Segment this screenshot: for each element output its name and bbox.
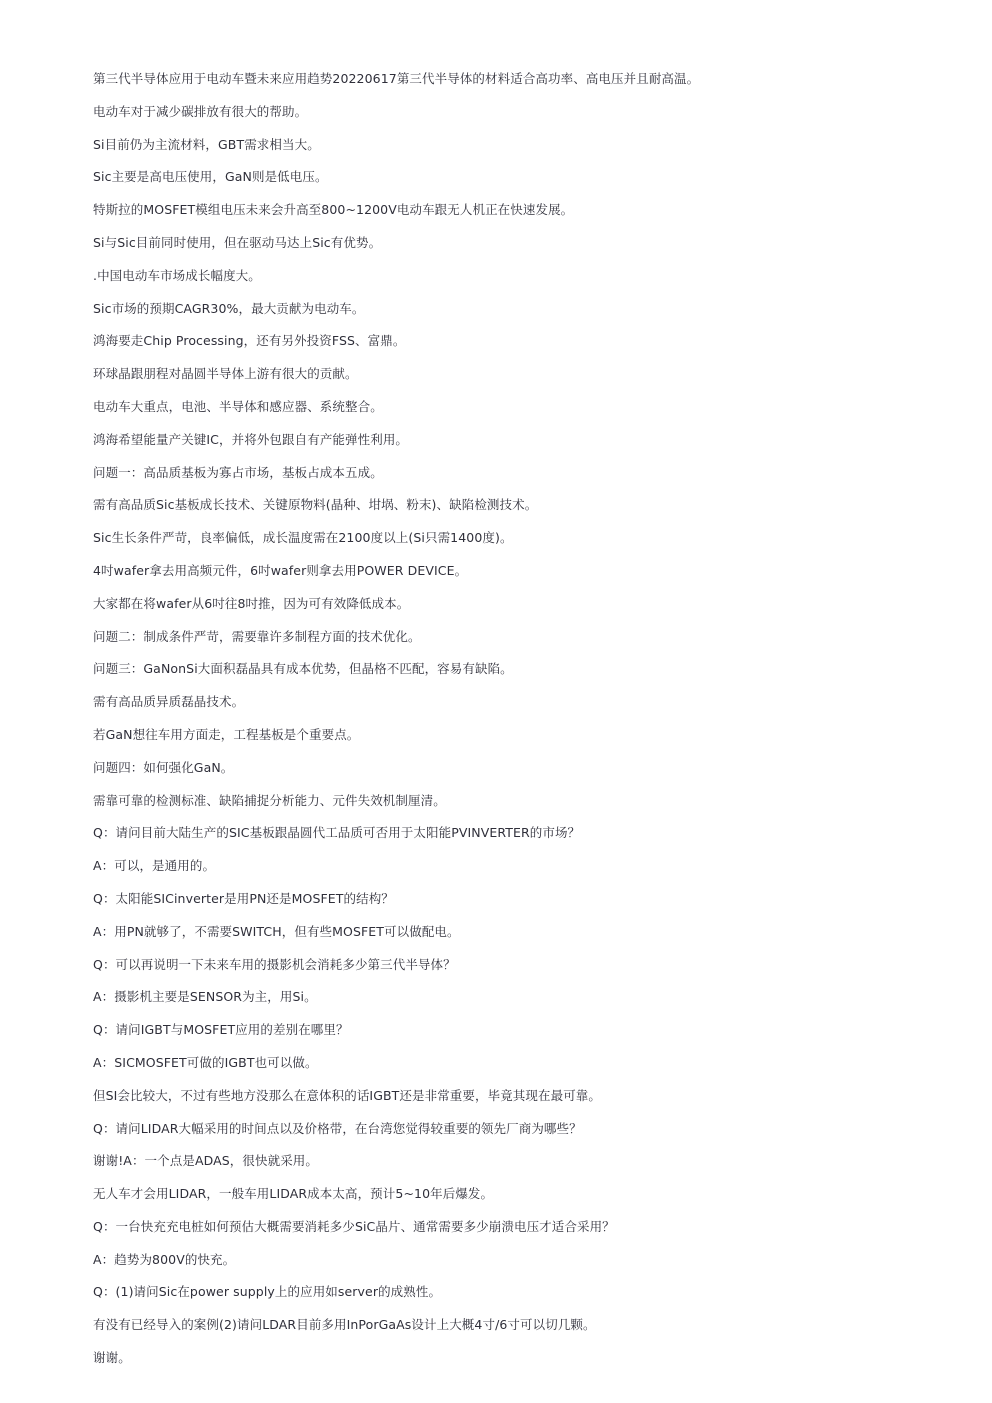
text-line: 鸿海希望能量产关键IC，并将外包跟自有产能弹性利用。: [93, 431, 409, 447]
text-line: Q：可以再说明一下未来车用的摄影机会消耗多少第三代半导体？: [93, 956, 456, 972]
text-line: 需有高品质异质磊晶技术。: [93, 694, 245, 710]
text-line: Si目前仍为主流材料，GBT需求相当大。: [93, 136, 320, 152]
text-line: 第三代半导体应用于电动车暨未来应用趋势20220617第三代半导体的材料适合高功率、高电压并且耐高温。: [93, 71, 700, 86]
text-line: Q：一台快充充电桩如何预估大概需要消耗多少SiC晶片、通常需要多少崩溃电压才适合采用？: [93, 1218, 615, 1234]
text-line: 若GaN想往车用方面走，工程基板是个重要点。: [93, 726, 360, 742]
text-line: A：摄影机主要是SENSOR为主，用Si。: [93, 989, 317, 1005]
text-line: 无人车才会用LIDAR，一般车用LIDAR成本太高，预计5~10年后爆发。: [93, 1186, 494, 1202]
text-line: 鸿海要走Chip Processing，还有另外投资FSS、富鼎。: [93, 333, 406, 349]
text-line: 环球晶跟朋程对晶圆半导体上游有很大的贡献。: [93, 366, 358, 382]
text-line: 电动车对于减少碳排放有很大的帮助。: [93, 103, 308, 119]
text-line: A：SICMOSFET可做的IGBT也可以做。: [93, 1054, 318, 1070]
text-line: Q：请问目前大陆生产的SIC基板跟晶圆代工品质可否用于太阳能PVINVERTER的市场？: [93, 825, 581, 841]
text-line: Q：(1)请问Sic在power supply上的应用如server的成熟性。: [93, 1284, 442, 1300]
text-line: Q：请问IGBT与MOSFET应用的差别在哪里？: [93, 1022, 349, 1038]
text-line: A：可以，是通用的。: [93, 858, 216, 874]
text-line: A：用PN就够了，不需要SWITCH，但有些MOSFET可以做配电。: [93, 923, 460, 939]
text-line: 谢谢。: [93, 1350, 131, 1366]
text-line: 但SI会比较大，不过有些地方没那么在意体积的话IGBT还是非常重要，毕竟其现在最可靠。: [93, 1087, 602, 1103]
document-body: [93, 69, 953, 1381]
text-line: Sic市场的预期CAGR30%，最大贡献为电动车。: [93, 300, 365, 316]
text-line: Sic生长条件严苛，良率偏低，成长温度需在2100度以上(Si只需1400度)。: [93, 530, 513, 546]
text-line: 特斯拉的MOSFET模组电压未来会升高至800~1200V电动车跟无人机正在快速发展。: [93, 202, 574, 218]
text-line: 有没有已经导入的案例(2)请问LDAR目前多用InPorGaAs设计上大概4寸/6寸可以切几颗。: [93, 1317, 596, 1333]
text-line: Q：太阳能SICinverter是用PN还是MOSFET的结构？: [93, 890, 394, 906]
text-line: Sic主要是高电压使用，GaN则是低电压。: [93, 169, 328, 185]
text-line: 问题三：GaNonSi大面积磊晶具有成本优势，但晶格不匹配，容易有缺陷。: [93, 661, 513, 677]
text-line: Si与Sic目前同时使用，但在驱动马达上Sic有优势。: [93, 234, 382, 250]
text-line: 谢谢!A：一个点是ADAS，很快就采用。: [93, 1153, 319, 1169]
text-line: 电动车大重点，电池、半导体和感应器、系统整合。: [93, 398, 383, 414]
text-line: 大家都在将wafer从6吋往8吋推，因为可有效降低成本。: [93, 595, 410, 611]
text-line: 问题一：高品质基板为寡占市场，基板占成本五成。: [93, 464, 383, 480]
text-line: 问题二：制成条件严苛，需要靠许多制程方面的技术优化。: [93, 628, 421, 644]
text-line: .中国电动车市场成长幅度大。: [93, 267, 261, 283]
text-line: 问题四：如何强化GaN。: [93, 759, 234, 775]
text-line: 4吋wafer拿去用高频元件，6吋wafer则拿去用POWER DEVICE。: [93, 562, 468, 578]
text-line: 需靠可靠的检测标准、缺陷捕捉分析能力、元件失效机制厘清。: [93, 792, 446, 808]
text-line: A：趋势为800V的快充。: [93, 1251, 236, 1267]
text-line: Q：请问LIDAR大幅采用的时间点以及价格带，在台湾您觉得较重要的领先厂商为哪些？: [93, 1120, 582, 1136]
text-line: 需有高品质Sic基板成长技术、关键原物料(晶种、坩埚、粉末)、缺陷检测技术。: [93, 497, 538, 513]
